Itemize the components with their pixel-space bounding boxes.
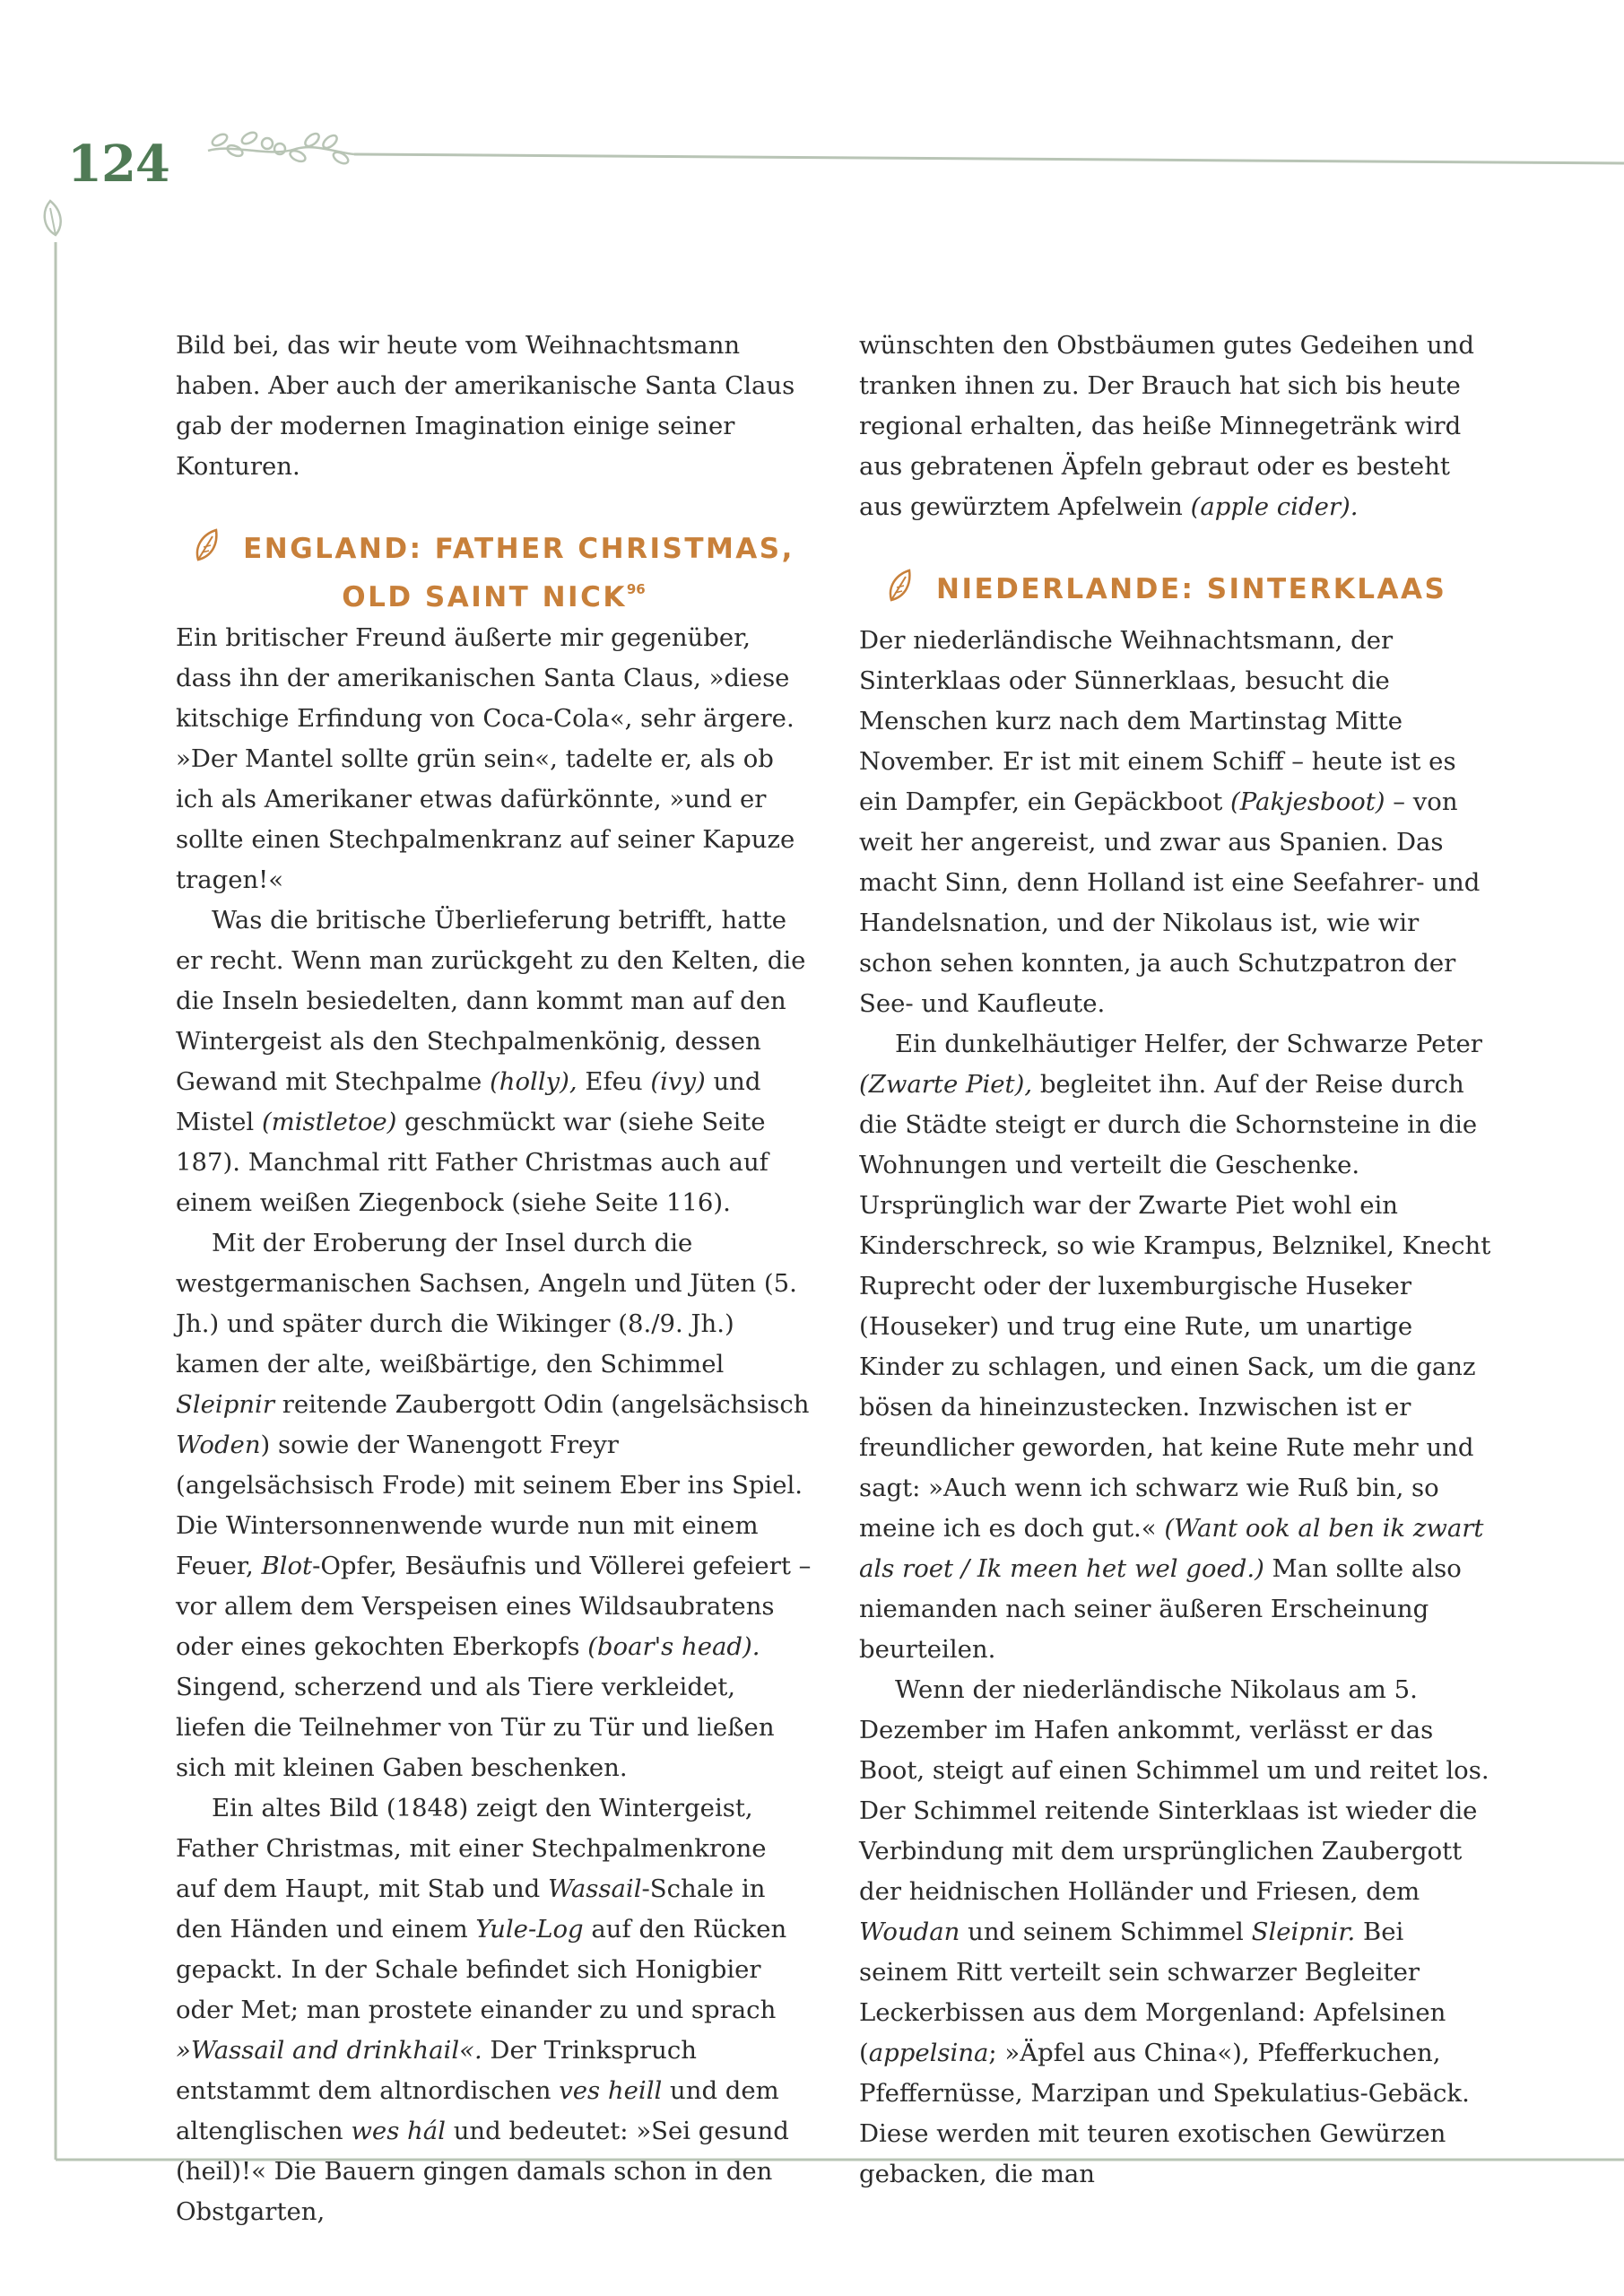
- section-heading-england: [176, 487, 812, 618]
- italic-text: appelsina: [868, 2039, 989, 2067]
- italic-text: Blot: [261, 1552, 313, 1580]
- italic-text: (apple cider).: [1190, 492, 1359, 521]
- section-heading-text: NIEDERLANDE: SINTERKLAAS: [936, 573, 1447, 605]
- section-heading-niederlande: [859, 527, 1495, 610]
- text-run: reitende Zaubergott Odin (angelsächsisch: [274, 1390, 810, 1419]
- paragraph: [176, 1223, 812, 1788]
- italic-text: (ivy): [650, 1067, 706, 1096]
- text-run: Ein britischer Freund äußerte mir gegenüber, dass ihn der amerikanischen Santa Claus, »diese kitschige Erfindung von Coca-Cola«, sehr ärgere. »Der Mantel sollte grün sein«, tadelte er, als ob ich als Amerikaner etwas dafürkönnte, »und er sollte einen Stechpalmenkranz auf seiner Kapuze tragen!«: [176, 623, 795, 894]
- text-run: Ein dunkelhäutiger Helfer, der Schwarze Peter: [895, 1030, 1482, 1058]
- text-run: wünschten den Obstbäumen gutes Gedeihen und tranken ihnen zu. Der Brauch hat sich bis heute regional erhalten, das heiße Minnegetränk wird aus gebratenen Äpfeln gebraut oder es besteht aus gewürztem Apfelwein: [859, 331, 1474, 521]
- vine-ornament-icon: [208, 130, 354, 166]
- leaf-icon: [193, 527, 223, 563]
- paragraph: [859, 621, 1495, 1024]
- text-run: und Mistel: [176, 1067, 761, 1136]
- right-intro-paragraph: [859, 326, 1495, 527]
- right-column: [859, 326, 1495, 2195]
- text-run: und dem altenglischen: [176, 2076, 779, 2145]
- text-run: Man sollte also niemanden nach seiner äußeren Erscheinung beurteilen.: [859, 1554, 1462, 1664]
- italic-text: (holly),: [490, 1067, 578, 1096]
- footnote-marker: 96: [626, 581, 646, 597]
- text-run: geschmückt war (siehe Seite 187). Manchmal ritt Father Christmas auch auf einem weißen Ziegenbock (siehe Seite 116).: [176, 1108, 769, 1217]
- italic-text: (Want ook al ben ik zwart als roet / Ik meen het wel goed.): [859, 1514, 1484, 1583]
- text-run: auf den Rücken gepackt. In der Schale befindet sich Honigbier oder Met; man prostete einander zu und sprach: [176, 1915, 787, 2024]
- frame-leaf-icon: [45, 201, 61, 235]
- text-run: ) sowie der Wanengott Freyr (angelsächsisch Frode) mit seinem Eber ins Spiel. Die Wintersonnenwende wurde nun mit einem Feuer,: [176, 1431, 803, 1580]
- text-run: Ein altes Bild (1848) zeigt den Wintergeist, Father Christmas, mit einer Stechpalmenkrone auf dem Haupt, mit Stab und: [176, 1794, 767, 1903]
- text-run: -Opfer, Besäufnis und Völlerei gefeiert – vor allem dem Verspeisen eines Wildsaubratens oder eines gekochten Eberkopfs: [176, 1552, 812, 1661]
- left-column: [176, 326, 812, 2232]
- text-run: Singend, scherzend und als Tiere verkleidet, liefen die Teilnehmer von Tür zu Tür und ließen sich mit kleinen Gaben beschenken.: [176, 1673, 775, 1782]
- left-intro-paragraph: Bild bei, das wir heute vom Weihnachtsmann haben. Aber auch der amerikanische Santa Claus gab der modernen Imagination einige seiner Konturen.: [176, 331, 795, 481]
- text-run: Efeu: [577, 1067, 651, 1096]
- paragraph: [859, 1670, 1495, 2195]
- italic-text: Yule-Log: [475, 1915, 584, 1944]
- text-run: Der niederländische Weihnachtsmann, der Sinterklaas oder Sünnerklaas, besucht die Menschen kurz nach dem Martinstag Mitte November. Er ist mit einem Schiff – heute ist es ein Dampfer, ein Gepäckboot: [859, 626, 1456, 816]
- italic-text: wes hál: [351, 2117, 446, 2145]
- italic-text: »Wassail and drinkhail«.: [176, 2036, 482, 2065]
- leaf-icon: [886, 568, 916, 604]
- italic-text: Woden: [176, 1431, 261, 1459]
- italic-text: (mistletoe): [261, 1108, 397, 1136]
- text-run: Wenn der niederländische Nikolaus am 5. Dezember im Hafen ankommt, verlässt er das Boot, steigt auf einen Schimmel um und reitet los. Der Schimmel reitende Sinterklaas ist wieder die Verbindung mit dem ursprünglichen Zaubergott der heidnischen Holländer und Friesen, dem: [859, 1675, 1489, 1906]
- page-number: 124: [67, 135, 169, 194]
- text-run: Bei seinem Ritt verteilt sein schwarzer Begleiter Leckerbissen aus dem Morgenland: Apfelsinen (: [859, 1918, 1446, 2067]
- italic-text: Sleipnir: [176, 1390, 274, 1419]
- paragraph: [176, 618, 812, 900]
- left-body: [176, 618, 812, 2232]
- right-body: [859, 621, 1495, 2195]
- italic-text: ves heill: [559, 2076, 663, 2105]
- text-run: -Schale in den Händen und einem: [176, 1874, 766, 1944]
- text-run: ; »Äpfel aus China«), Pfefferkuchen, Pfeffernüsse, Marzipan und Spekulatius-Gebäck. Diese werden mit teuren exotischen Gewürzen gebacken, die man: [859, 2039, 1470, 2188]
- paragraph: [176, 1788, 812, 2232]
- italic-text: Sleipnir.: [1251, 1918, 1356, 1946]
- text-run: Mit der Eroberung der Insel durch die westgermanischen Sachsen, Angeln und Jüten (5. Jh.) und später durch die Wikinger (8./9. Jh.) kamen der alte, weißbärtige, den Schimmel: [176, 1229, 797, 1378]
- text-run: und bedeutet: »Sei gesund (heil)!« Die Bauern gingen damals schon in den Obstgarten,: [176, 2117, 789, 2226]
- text-run: – von weit her angereist, und zwar aus Spanien. Das macht Sinn, denn Holland ist eine Seefahrer- und Handelsnation, und der Nikolaus ist, wie wir schon sehen konnten, ja auch Schutzpatron der See- und Kaufleute.: [859, 787, 1481, 1018]
- text-run: begleitet ihn. Auf der Reise durch die Städte steigt er durch die Schornsteine in die Wohnungen und verteilt die Geschenke. Ursprünglich war der Zwarte Piet wohl ein Kinderschreck, so wie Krampus, Belznikel, Knecht Ruprecht oder der luxemburgische Huseker (Houseker) und trug eine Rute, um unartige Kinder zu schlagen, und einen Sack, um die ganz bösen da hineinzustecken. Inzwischen ist er freundlicher geworden, hat keine Rute mehr und sagt: »Auch wenn ich schwarz wie Ruß bin, so meine ich es doch gut.«: [859, 1070, 1491, 1543]
- text-run: Der Trinkspruch entstammt dem altnordischen: [176, 2036, 697, 2105]
- text-run: und seinem Schimmel: [960, 1918, 1252, 1946]
- italic-text: (boar's head).: [587, 1632, 760, 1661]
- text-run: Was die britische Überlieferung betrifft, hatte er recht. Wenn man zurückgeht zu den Kelten, die die Inseln besiedelten, dann kommt man auf den Wintergeist als den Stechpalmenkönig, dessen Gewand mit Stechpalme: [176, 906, 806, 1096]
- paragraph: [176, 900, 812, 1223]
- italic-text: (Zwarte Piet),: [859, 1070, 1033, 1099]
- italic-text: (Pakjesboot): [1230, 787, 1385, 816]
- italic-text: Wassail: [548, 1874, 642, 1903]
- section-heading-text: ENGLAND: FATHER CHRISTMAS, OLD SAINT NICK: [243, 533, 795, 613]
- italic-text: Woudan: [859, 1918, 960, 1946]
- paragraph: [859, 1024, 1495, 1670]
